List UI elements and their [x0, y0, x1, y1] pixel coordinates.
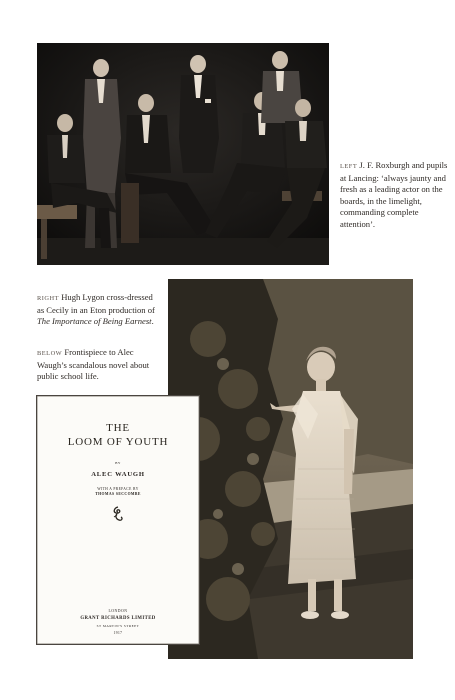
group-photograph-image [37, 43, 329, 265]
book-preface-author: THOMAS SECCOMBE [95, 492, 141, 496]
book-street: ST MARTIN'S STREET [96, 624, 140, 628]
group-photograph [37, 43, 329, 265]
caption-left-lead: LEFT [340, 163, 358, 170]
caption-below [37, 347, 159, 383]
caption-right [37, 292, 159, 328]
garden-photograph-image [168, 279, 413, 659]
caption-right-play-title: The Importance of Being Earnest [37, 316, 152, 327]
book-author: ALEC WAUGH [91, 471, 145, 478]
book-title-line2: LOOM OF YOUTH [67, 436, 169, 448]
caption-below-text: Frontispiece to Alec Waugh’s scandalous novel about public school life. [37, 347, 150, 382]
caption-right-text: Hugh Lygon cross-dressed as Cecily in an Eton production of [37, 292, 155, 315]
caption-right-lead: RIGHT [37, 295, 60, 302]
book-publisher: GRANT RICHARDS LIMITED [80, 616, 156, 621]
caption-below-lead: BELOW [37, 350, 63, 357]
book-title-line1: THE [106, 422, 130, 434]
book-place: LONDON [108, 609, 128, 613]
caption-left-text: J. F. Roxburgh and pupils at Lancing: ‘always jaunty and fresh as a leading actor on the boards, in the limelight, commanding complete attention’. [340, 160, 448, 229]
book-by: BY [115, 461, 121, 465]
book-frontispiece [36, 395, 200, 645]
book-year: 1917 [113, 631, 123, 635]
book-preface-note: WITH A PREFACE BY [97, 487, 139, 491]
caption-right-end: . [151, 316, 154, 327]
caption-left [340, 160, 448, 231]
garden-photograph [168, 279, 413, 659]
printer-ornament-icon [111, 506, 125, 522]
